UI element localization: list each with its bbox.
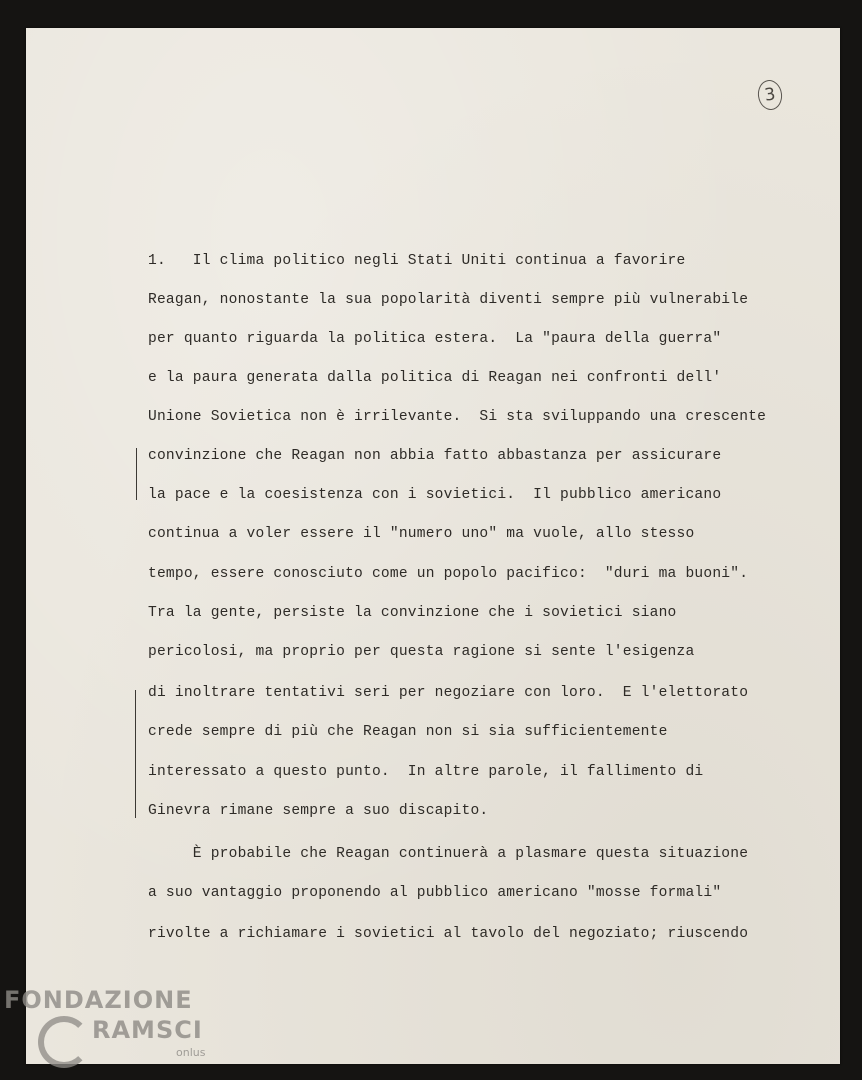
archive-watermark — [4, 986, 234, 1076]
text-line: Unione Sovietica non è irrilevante. Si sta sviluppando una crescente — [148, 409, 767, 425]
margin-mark — [136, 448, 137, 500]
text-line: tempo, essere conosciuto come un popolo pacifico: "duri ma buoni". — [148, 566, 749, 582]
text-line: 1. Il clima politico negli Stati Uniti continua a favorire — [148, 253, 686, 269]
watermark-g-logo-icon — [38, 1016, 90, 1068]
text-line: la pace e la coesistenza con i sovietici. Il pubblico americano — [148, 487, 722, 503]
page-number: 3 — [756, 78, 784, 111]
watermark-onlus: onlus — [176, 1046, 206, 1059]
text-line: di inoltrare tentativi seri per negoziare con loro. E l'elettorato — [148, 685, 749, 701]
text-line: per quanto riguarda la politica estera. La "paura della guerra" — [148, 331, 722, 347]
document-page — [26, 28, 840, 1064]
margin-mark — [135, 690, 136, 818]
text-line: Tra la gente, persiste la convinzione che i sovietici siano — [148, 605, 677, 621]
watermark-title: FONDAZIONE — [4, 986, 193, 1014]
watermark-subtitle: RAMSCI — [92, 1016, 203, 1044]
text-line: convinzione che Reagan non abbia fatto abbastanza per assicurare — [148, 448, 722, 464]
text-line: a suo vantaggio proponendo al pubblico americano "mosse formali" — [148, 885, 722, 901]
text-line: È probabile che Reagan continuerà a plasmare questa situazione — [148, 846, 749, 862]
text-line: crede sempre di più che Reagan non si sia sufficientemente — [148, 724, 668, 740]
text-line: continua a voler essere il "numero uno" ma vuole, allo stesso — [148, 526, 695, 542]
text-line: pericolosi, ma proprio per questa ragione si sente l'esigenza — [148, 644, 695, 660]
text-line: Ginevra rimane sempre a suo discapito. — [148, 803, 489, 819]
text-line: e la paura generata dalla politica di Reagan nei confronti dell' — [148, 370, 722, 386]
text-line: Reagan, nonostante la sua popolarità diventi sempre più vulnerabile — [148, 292, 749, 308]
text-line: rivolte a richiamare i sovietici al tavolo del negoziato; riuscendo — [148, 926, 749, 942]
text-line: interessato a questo punto. In altre parole, il fallimento di — [148, 764, 704, 780]
